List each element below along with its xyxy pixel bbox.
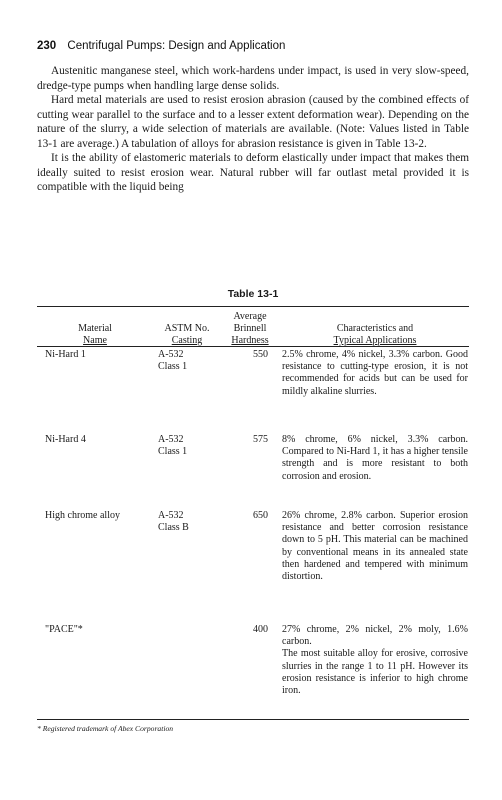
header-brinell-line3: Hardness	[231, 335, 269, 346]
table-row-hardness: 550	[253, 349, 268, 360]
body-text	[37, 64, 469, 195]
table-row-characteristics: 8% chrome, 6% nickel, 3.3% carbon. Compared to Ni-Hard 1, it has a higher tensile strength and is more resistant to both corrosion and erosion.	[282, 434, 468, 482]
header-brinell-line2: Brinnell	[233, 323, 267, 334]
table-row-hardness: 400	[253, 624, 268, 635]
characteristics-line: The most suitable alloy for erosive, corrosive slurries in the range 1 to 11 pH. However its erosion resistance is inferior to high chrome iron.	[282, 648, 468, 697]
table-title: Table 13-1	[227, 288, 279, 300]
paragraph: Austenitic manganese steel, which work-hardens under impact, is used in very slow-speed, dredge-type pumps when handling large dense solids.	[37, 65, 469, 92]
table-bottom-rule	[37, 719, 469, 720]
running-title: Centrifugal Pumps: Design and Application	[67, 40, 286, 52]
paragraph: Hard metal materials are used to resist erosion abrasion (caused by the combined effects of cutting wear parallel to the surface and to a lesser extent deformation wear). Depending on the nature of the slurry, a wide selection of materials are available. (Note: Values listed in Table 13-1 are average.) A tabulation of alloys for abrasion resistance is given in Table 13-2.	[37, 94, 469, 150]
header-material	[45, 323, 145, 347]
header-material-line1: Material	[78, 323, 112, 334]
table-top-rule	[37, 306, 469, 307]
header-astm	[152, 323, 222, 347]
header-astm-line2: Casting	[171, 335, 203, 346]
astm-line: A-532	[158, 434, 184, 445]
table-row-hardness: 650	[253, 510, 268, 521]
table-header-rule	[37, 346, 469, 347]
table-row-name: High chrome alloy	[45, 510, 120, 521]
astm-line: A-532	[158, 510, 184, 521]
table-row-astm	[158, 434, 218, 458]
header-char-line2: Typical Applications	[333, 335, 417, 346]
page-number: 230	[37, 40, 57, 52]
characteristics-line: 27% chrome, 2% nickel, 2% moly, 1.6% carbon.	[282, 624, 468, 648]
header-brinell-line1: Average	[233, 311, 267, 322]
table-row-characteristics: 2.5% chrome, 4% nickel, 3.3% carbon. Good resistance to cutting-type erosion, it is not recommended for acids but can be used for mildly alkaline slurries.	[282, 349, 468, 397]
astm-line: Class B	[158, 522, 189, 534]
table-row-astm	[158, 510, 218, 534]
header-astm-line1: ASTM No.	[164, 323, 210, 334]
table-row-hardness: 575	[253, 434, 268, 445]
header-characteristics	[282, 323, 468, 347]
header-brinell	[222, 311, 278, 347]
table-row-name: Ni-Hard 1	[45, 349, 86, 360]
header-material-line2: Name	[83, 335, 107, 346]
paragraph: It is the ability of elastomeric materials to deform elastically under impact that makes them ideally suited to resist erosion wear. Natural rubber will far outlast metal provided it is compatible with the liquid being	[37, 152, 469, 193]
table-row-name: Ni-Hard 4	[45, 434, 86, 445]
header-char-line1: Characteristics and	[336, 323, 414, 334]
astm-line: Class 1	[158, 446, 188, 458]
table-row-characteristics	[282, 624, 468, 697]
table-row-characteristics: 26% chrome, 2.8% carbon. Superior erosion resistance and better corrosion resistance down to 5 pH. This material can be machined by conventional means in its annealed state then hardened and tempered with minimum distortion.	[282, 510, 468, 583]
running-header	[37, 40, 467, 52]
astm-line: Class 1	[158, 361, 188, 373]
table-row-astm	[158, 349, 218, 373]
table-row-name: "PACE"*	[45, 624, 83, 635]
footnote: * Registered trademark of Abex Corporation	[37, 724, 174, 733]
astm-line: A-532	[158, 349, 184, 360]
